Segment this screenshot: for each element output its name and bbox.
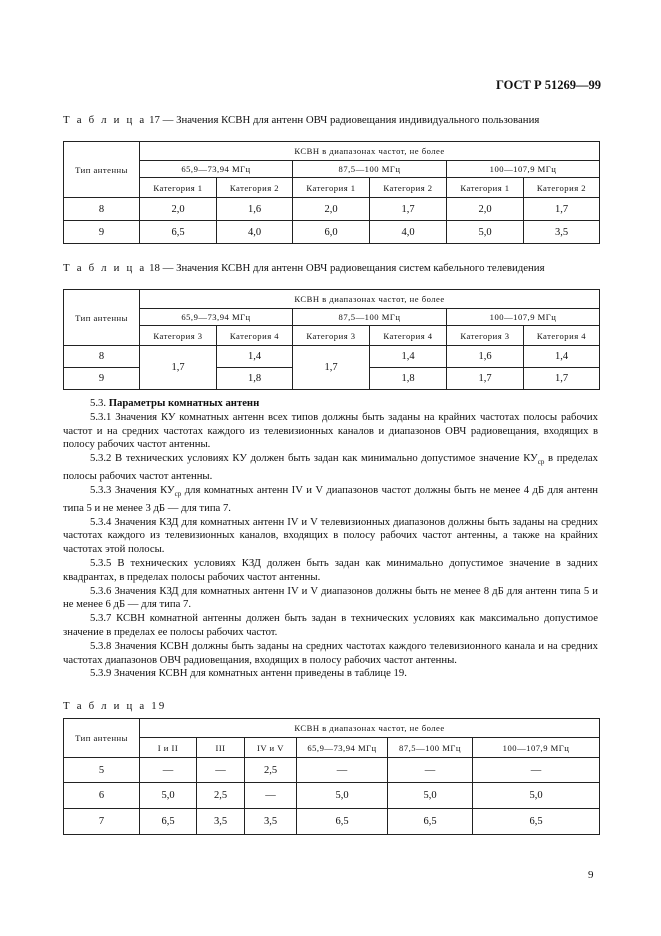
table-cell: 1,4 <box>524 346 600 368</box>
category-header: Категория 3 <box>140 326 217 346</box>
table-cell: 1,8 <box>370 368 447 390</box>
table-row <box>64 198 600 221</box>
range-header: 87,5—100 МГц <box>388 738 473 758</box>
category-header: Категория 4 <box>370 326 447 346</box>
range-header: 65,9—73,94 МГц <box>297 738 388 758</box>
table-cell: — <box>197 758 245 783</box>
table-cell: 5,0 <box>297 783 388 809</box>
category-header: Категория 2 <box>524 178 600 198</box>
range-header: 100—107,9 МГц <box>447 309 600 326</box>
col-type-header: Тип антенны <box>64 142 140 198</box>
category-header: Категория 4 <box>217 326 293 346</box>
table-cell: 1,4 <box>370 346 447 368</box>
table-row <box>64 346 600 368</box>
table-cell: 4,0 <box>217 221 293 244</box>
subscript: ср <box>174 490 182 499</box>
table-18-label: Т а б л и ц а <box>63 262 147 274</box>
section-text <box>63 397 598 681</box>
table-cell: 4,0 <box>370 221 447 244</box>
range-header: 65,9—73,94 МГц <box>140 161 293 178</box>
table-18-title: 18 — Значения КСВН для антенн ОВЧ радиовещания систем кабельного телевидения <box>149 262 545 274</box>
category-header: Категория 1 <box>293 178 370 198</box>
table-19 <box>63 718 600 835</box>
table-18 <box>63 289 600 390</box>
section-heading <box>63 397 598 411</box>
table-cell: 6,5 <box>140 221 217 244</box>
range-header: IV и V <box>245 738 297 758</box>
table-cell: 5 <box>64 758 140 783</box>
table-cell: 6,5 <box>388 809 473 835</box>
table-cell: 9 <box>64 368 140 390</box>
table-cell: 2,0 <box>447 198 524 221</box>
paragraph: 5.3.2 В технических условиях КУ должен быть задан как минимально допустимое значение $КУ_{ср}$ в пределах полосы рабочих частот антенны. <box>63 452 599 483</box>
group-header: КСВН в диапазонах частот, не более <box>140 719 600 738</box>
table-17 <box>63 141 600 244</box>
paragraph: 5.3.8 Значения КСВН должны быть заданы на средних частотах каждого телевизионного канала и на средних частотах диапазонов ОВЧ радиовещания, входящих в полосу рабочих частот антенны. <box>63 639 598 666</box>
col-type-header: Тип антенны <box>64 719 140 758</box>
table-17-title: 17 — Значения КСВН для антенн ОВЧ радиовещания индивидуального пользования <box>149 114 540 126</box>
range-header: 100—107,9 МГц <box>447 161 600 178</box>
section-title: Параметры комнатных антенн <box>108 397 260 409</box>
table-row <box>64 221 600 244</box>
table-cell: 2,5 <box>197 783 245 809</box>
table-19-label: Т а б л и ц а 19 <box>63 700 167 712</box>
paragraph: 5.3.3 Значения $КУ_{ср}$ для комнатных антенн IV и V диапазонов частот должны быть не менее 4 дБ для антенн типа 5 и не менее 3 дБ — для типа 7. <box>63 483 599 514</box>
table-row <box>64 758 600 783</box>
table-cell: 5,0 <box>447 221 524 244</box>
range-header: 65,9—73,94 МГц <box>140 309 293 326</box>
category-header: Категория 2 <box>370 178 447 198</box>
range-header: 87,5—100 МГц <box>293 309 447 326</box>
category-header: Категория 3 <box>293 326 370 346</box>
merged-cell: 1,7 <box>293 346 370 390</box>
paragraph: 5.3.7 КСВН комнатной антенны должен быть задан в технических условиях как максимально допустимое значение в пределах ее полосы рабочих частот. <box>63 612 598 639</box>
table-cell: 6,0 <box>293 221 370 244</box>
table-cell: 6,5 <box>297 809 388 835</box>
group-header: КСВН в диапазонах частот, не более <box>140 142 600 161</box>
document-id: ГОСТ Р 51269—99 <box>496 78 602 92</box>
paragraph: 5.3.5 В технических условиях КЗД должен быть задан как минимально допустимое значение в задних квадрантах, в пределах полосы рабочих частот антенны. <box>63 557 598 583</box>
table-cell: 6,5 <box>140 809 197 835</box>
range-header: I и II <box>140 738 197 758</box>
group-header: КСВН в диапазонах частот, не более <box>140 290 600 309</box>
table-cell: 1,8 <box>217 368 293 390</box>
category-header: Категория 3 <box>447 326 524 346</box>
table-cell: — <box>245 783 297 809</box>
range-header: III <box>197 738 245 758</box>
table-row <box>64 809 600 835</box>
merged-cell: 1,7 <box>140 346 217 390</box>
table-cell: 1,7 <box>370 198 447 221</box>
table-cell: 1,7 <box>524 198 600 221</box>
category-header: Категория 1 <box>140 178 217 198</box>
page-number: 9 <box>588 869 594 881</box>
table-cell: 2,0 <box>140 198 217 221</box>
category-header: Категория 4 <box>524 326 600 346</box>
range-header: 100—107,9 МГц <box>473 738 600 758</box>
table-cell: 6,5 <box>473 809 600 835</box>
subscript: ср <box>537 458 545 467</box>
table-cell: — <box>388 758 473 783</box>
table-17-label: Т а б л и ц а <box>63 114 147 126</box>
section-number: 5.3. <box>90 397 107 409</box>
table-cell: 8 <box>64 346 140 368</box>
table-cell: 5,0 <box>140 783 197 809</box>
paragraph: 5.3.6 Значения КЗД для комнатных антенн IV и V диапазонов должны быть не менее 8 дБ для антенн типа 5 и не менее 6 дБ — для типа 7. <box>63 584 598 611</box>
col-type-header: Тип антенны <box>64 290 140 346</box>
table-cell: 7 <box>64 809 140 835</box>
table-cell: 1,7 <box>524 368 600 390</box>
table-cell: 1,7 <box>447 368 524 390</box>
range-header: 87,5—100 МГц <box>293 161 447 178</box>
category-header: Категория 2 <box>217 178 293 198</box>
table-cell: 5,0 <box>388 783 473 809</box>
table-cell: 3,5 <box>197 809 245 835</box>
table-cell: 1,6 <box>447 346 524 368</box>
table-row <box>64 783 600 809</box>
table-19-caption <box>63 700 167 712</box>
paragraph: 5.3.1 Значения КУ комнатных антенн всех типов должны быть заданы на крайних частотах полосы рабочих частот и на средних частотах каждого из телевизионных каналов и диапазонов ОВЧ радиовещания, входящих в полосу рабочих частот антенны. <box>63 410 598 451</box>
table-cell: 8 <box>64 198 140 221</box>
table-cell: 5,0 <box>473 783 600 809</box>
paragraph: 5.3.9 Значения КСВН для комнатных антенн приведены в таблице 19. <box>90 667 407 680</box>
table-cell: 3,5 <box>524 221 600 244</box>
table-cell: 2,0 <box>293 198 370 221</box>
table-cell: 1,6 <box>217 198 293 221</box>
table-18-caption <box>63 262 545 274</box>
table-cell: 1,4 <box>217 346 293 368</box>
table-cell: 3,5 <box>245 809 297 835</box>
table-cell: — <box>140 758 197 783</box>
table-cell: 2,5 <box>245 758 297 783</box>
table-17-caption <box>63 114 539 126</box>
table-cell: 6 <box>64 783 140 809</box>
paragraph: 5.3.4 Значения КЗД для комнатных антенн IV и V телевизионных диапазонов должны быть заданы на средних частотах каждого из телевизионных каналов, входящих в полосу рабочих частот антенны, а также на крайних частотах этой полосы. <box>63 515 598 556</box>
table-cell: — <box>297 758 388 783</box>
category-header: Категория 1 <box>447 178 524 198</box>
table-cell: 9 <box>64 221 140 244</box>
table-cell: — <box>473 758 600 783</box>
